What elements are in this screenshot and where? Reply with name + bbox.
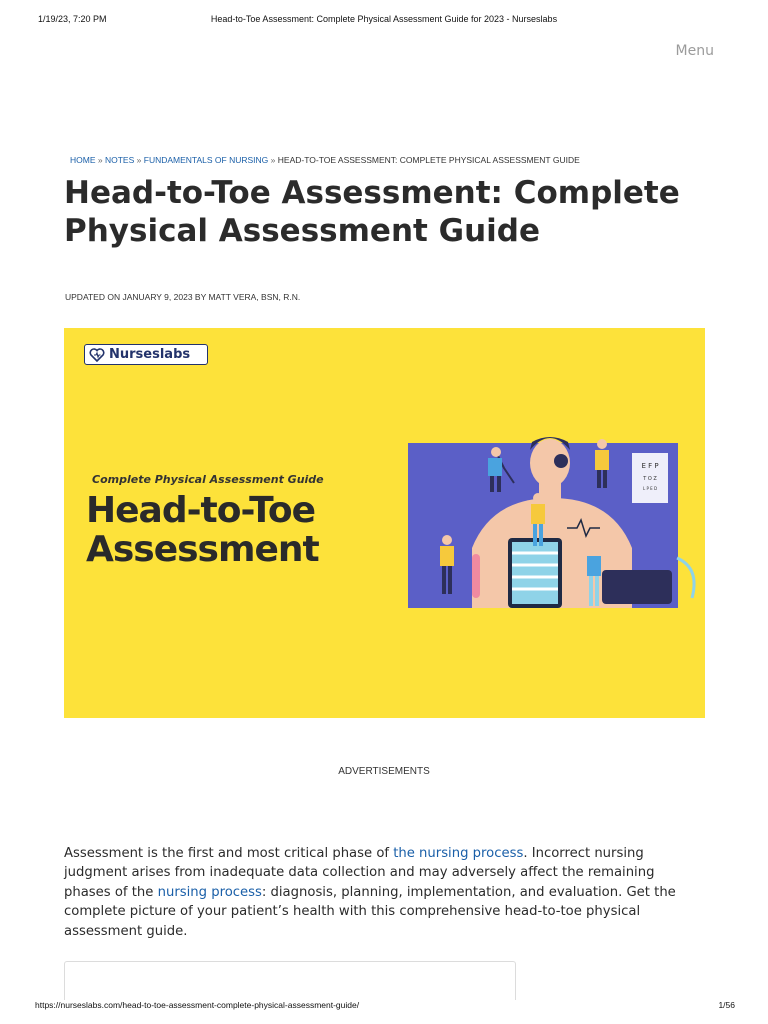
breadcrumb-separator: » [97,155,103,165]
print-footer [0,1000,768,1012]
breadcrumb-current: HEAD-TO-TOE ASSESSMENT: COMPLETE PHYSICAL ASSESSMENT GUIDE [277,155,580,165]
breadcrumb-fundamentals-link[interactable]: FUNDAMENTALS OF NURSING [143,155,269,165]
hero-title [86,491,406,569]
svg-text:E F P: E F P [641,462,659,470]
intro-text: . Incorrect nursing judgment arises from inadequate data collection and may adversely affect the remaining phases of the [64,846,655,900]
intro-text: : diagnosis, planning, implementation, and evaluation. Get the complete picture of your patient’s health with this comprehensive head-to-toe physical assessment guide. [64,884,676,939]
nursing-process-link[interactable]: the nursing process [393,846,524,861]
medical-illustration [402,428,702,608]
print-page-title: Head-to-Toe Assessment: Complete Physical Assessment Guide for 2023 - Nurseslabs [210,14,558,24]
svg-text:L P E D: L P E D [642,486,658,491]
hero-title-line: Assessment [86,529,319,570]
hero-kicker: Complete Physical Assessment Guide [92,473,324,486]
logo-text: Nurseslabs [109,347,191,362]
intro-paragraph [64,844,704,941]
print-date: 1/19/23, 7:20 PM [38,14,107,24]
heart-logo-icon [89,348,105,362]
breadcrumb-separator: » [270,155,276,165]
page-title: Head-to-Toe Assessment: Complete Physical Assessment Guide [64,175,680,249]
intro-text: Assessment is the first and most critical phase of [64,846,394,861]
nursing-process-link[interactable]: nursing process [157,884,262,900]
hero-image [64,328,705,718]
breadcrumb [70,155,710,165]
article-byline: UPDATED ON JANUARY 9, 2023 BY MATT VERA, BSN, R.N. [65,292,301,302]
nurseslabs-logo [84,344,208,365]
breadcrumb-separator: » [136,155,142,165]
advertisements-label: ADVERTISEMENTS [338,766,430,777]
print-page-number: 1/56 [718,1000,735,1010]
print-header [0,14,768,26]
menu-button[interactable]: Menu [675,43,714,59]
breadcrumb-notes-link[interactable]: NOTES [104,155,135,165]
print-url: https://nurseslabs.com/head-to-toe-assessment-complete-physical-assessment-guide/ [35,1000,360,1010]
breadcrumb-home-link[interactable]: HOME [70,155,96,165]
svg-text:T O Z: T O Z [643,476,657,482]
hero-title-line: Head-to-Toe [86,490,316,531]
